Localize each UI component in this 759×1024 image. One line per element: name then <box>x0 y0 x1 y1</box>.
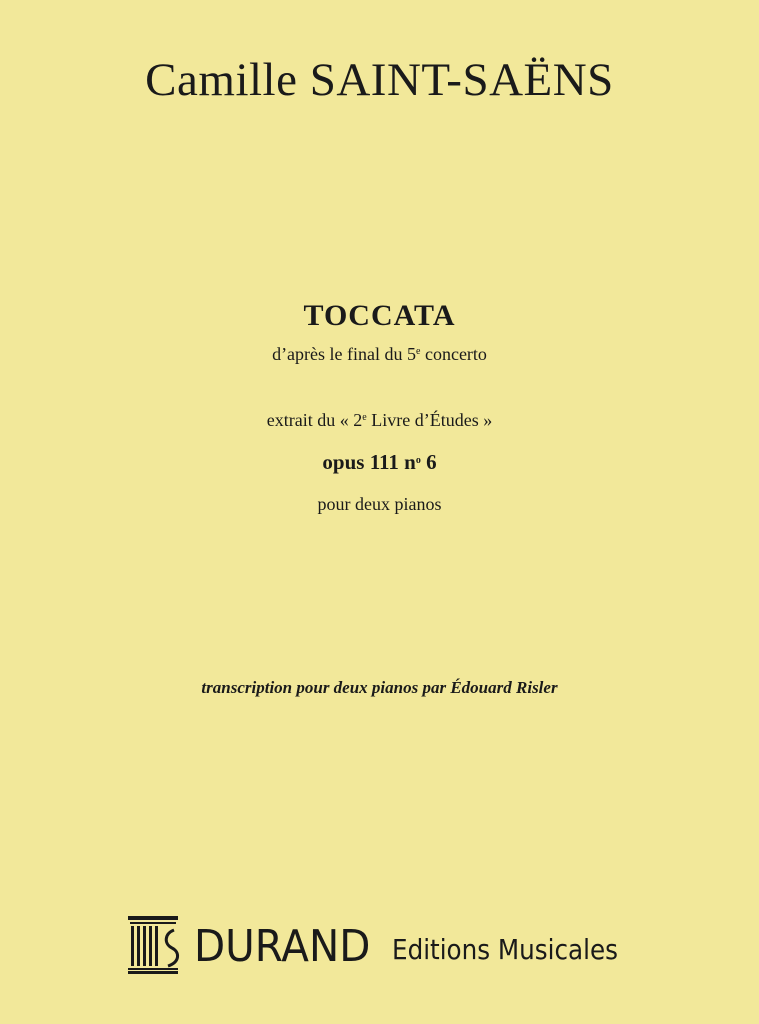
publisher-tagline: Editions Musicales <box>391 933 618 966</box>
instrumentation: pour deux pianos <box>317 494 442 514</box>
subtitle-superscript: e <box>416 346 421 357</box>
work-subtitle <box>0 342 759 366</box>
opus-superscript: o <box>415 455 421 466</box>
temple-columns-logo-icon <box>128 916 188 974</box>
opus-text-end: 6 <box>420 450 437 474</box>
subtitle-text: d’après le final du 5 <box>272 344 417 364</box>
extract-superscript: e <box>362 412 367 423</box>
work-title: TOCCATA <box>303 299 456 332</box>
opus-number <box>0 448 759 476</box>
extract-line <box>0 408 759 432</box>
publisher-block <box>128 910 649 974</box>
opus-text: opus 111 n <box>322 450 416 474</box>
transcription-credit: transcription pour deux pianos par Édouard Risler <box>201 678 558 697</box>
extract-text: extrait du « 2 <box>266 410 363 430</box>
subtitle-text-end: concerto <box>420 344 487 364</box>
extract-text-end: Livre d’Études » <box>366 410 493 430</box>
composer-name: Camille SAINT-SAËNS <box>145 54 614 106</box>
publisher-name: DURAND <box>194 921 371 972</box>
